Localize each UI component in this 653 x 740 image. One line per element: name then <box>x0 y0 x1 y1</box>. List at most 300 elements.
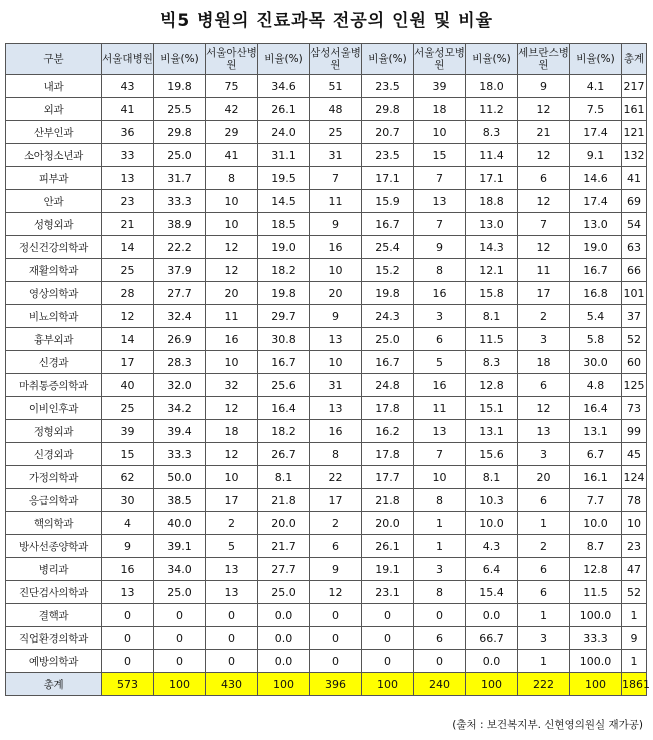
value-cell: 31.7 <box>154 167 206 190</box>
value-cell: 23 <box>102 190 154 213</box>
value-cell: 12.1 <box>466 259 518 282</box>
value-cell: 18 <box>206 420 258 443</box>
value-cell: 30.0 <box>570 351 622 374</box>
value-cell: 12 <box>518 144 570 167</box>
value-cell: 4.3 <box>466 535 518 558</box>
value-cell: 52 <box>622 328 647 351</box>
value-cell: 17.1 <box>362 167 414 190</box>
department-cell: 가정의학과 <box>6 466 102 489</box>
value-cell: 29.7 <box>258 305 310 328</box>
value-cell: 24.8 <box>362 374 414 397</box>
value-cell: 13 <box>414 420 466 443</box>
value-cell: 125 <box>622 374 647 397</box>
value-cell: 30 <box>102 489 154 512</box>
header-cell: 서울대병원 <box>102 44 154 75</box>
value-cell: 16.7 <box>570 259 622 282</box>
department-cell: 결핵과 <box>6 604 102 627</box>
value-cell: 16.1 <box>570 466 622 489</box>
value-cell: 8 <box>414 581 466 604</box>
value-cell: 12 <box>206 259 258 282</box>
value-cell: 28 <box>102 282 154 305</box>
value-cell: 0.0 <box>466 604 518 627</box>
value-cell: 7 <box>414 167 466 190</box>
table-row <box>6 213 647 236</box>
value-cell: 9.1 <box>570 144 622 167</box>
value-cell: 10 <box>206 213 258 236</box>
value-cell: 20 <box>518 466 570 489</box>
value-cell: 40.0 <box>154 512 206 535</box>
value-cell: 39 <box>102 420 154 443</box>
value-cell: 0.0 <box>258 604 310 627</box>
header-cell: 서울성모병원 <box>414 44 466 75</box>
value-cell: 10.0 <box>466 512 518 535</box>
value-cell: 38.9 <box>154 213 206 236</box>
value-cell: 161 <box>622 98 647 121</box>
value-cell: 16 <box>206 328 258 351</box>
value-cell: 12 <box>102 305 154 328</box>
value-cell: 17.8 <box>362 443 414 466</box>
value-cell: 33.3 <box>570 627 622 650</box>
table-row <box>6 443 647 466</box>
value-cell: 6 <box>414 328 466 351</box>
value-cell: 2 <box>518 535 570 558</box>
value-cell: 10 <box>414 121 466 144</box>
value-cell: 217 <box>622 75 647 98</box>
total-label-cell: 총계 <box>6 673 102 696</box>
value-cell: 14.5 <box>258 190 310 213</box>
value-cell: 15 <box>102 443 154 466</box>
value-cell: 36 <box>102 121 154 144</box>
department-cell: 안과 <box>6 190 102 213</box>
value-cell: 24.0 <box>258 121 310 144</box>
total-value-cell: 100 <box>466 673 518 696</box>
department-cell: 이비인후과 <box>6 397 102 420</box>
table-row <box>6 282 647 305</box>
total-value-cell: 100 <box>258 673 310 696</box>
value-cell: 13.1 <box>570 420 622 443</box>
value-cell: 13 <box>102 581 154 604</box>
value-cell: 29.8 <box>362 98 414 121</box>
value-cell: 60 <box>622 351 647 374</box>
value-cell: 11.5 <box>466 328 518 351</box>
value-cell: 16.4 <box>570 397 622 420</box>
table-row <box>6 98 647 121</box>
value-cell: 62 <box>102 466 154 489</box>
value-cell: 23.1 <box>362 581 414 604</box>
value-cell: 1 <box>622 650 647 673</box>
value-cell: 21.7 <box>258 535 310 558</box>
value-cell: 19.1 <box>362 558 414 581</box>
header-row <box>6 44 647 75</box>
total-value-cell: 573 <box>102 673 154 696</box>
value-cell: 13 <box>518 420 570 443</box>
table-row <box>6 397 647 420</box>
value-cell: 27.7 <box>258 558 310 581</box>
table-row <box>6 512 647 535</box>
value-cell: 12 <box>518 98 570 121</box>
value-cell: 1 <box>414 512 466 535</box>
value-cell: 10 <box>622 512 647 535</box>
department-cell: 흉부외과 <box>6 328 102 351</box>
department-cell: 재활의학과 <box>6 259 102 282</box>
value-cell: 6 <box>518 374 570 397</box>
value-cell: 11 <box>206 305 258 328</box>
value-cell: 20.0 <box>258 512 310 535</box>
value-cell: 0 <box>206 604 258 627</box>
value-cell: 14 <box>102 328 154 351</box>
department-cell: 정형외과 <box>6 420 102 443</box>
value-cell: 33.3 <box>154 190 206 213</box>
value-cell: 47 <box>622 558 647 581</box>
value-cell: 15.1 <box>466 397 518 420</box>
value-cell: 12 <box>518 236 570 259</box>
value-cell: 0.0 <box>258 650 310 673</box>
value-cell: 10 <box>310 259 362 282</box>
value-cell: 0 <box>102 604 154 627</box>
value-cell: 7 <box>414 443 466 466</box>
value-cell: 21 <box>518 121 570 144</box>
value-cell: 32.0 <box>154 374 206 397</box>
value-cell: 3 <box>414 558 466 581</box>
value-cell: 30.8 <box>258 328 310 351</box>
table-row <box>6 121 647 144</box>
value-cell: 19.8 <box>154 75 206 98</box>
total-value-cell: 222 <box>518 673 570 696</box>
table-row <box>6 558 647 581</box>
table-row <box>6 236 647 259</box>
value-cell: 13 <box>310 328 362 351</box>
value-cell: 8 <box>310 443 362 466</box>
value-cell: 10 <box>206 466 258 489</box>
value-cell: 11 <box>414 397 466 420</box>
value-cell: 8.1 <box>466 466 518 489</box>
value-cell: 8 <box>414 489 466 512</box>
value-cell: 19.0 <box>570 236 622 259</box>
value-cell: 19.5 <box>258 167 310 190</box>
value-cell: 42 <box>206 98 258 121</box>
value-cell: 31 <box>310 144 362 167</box>
source-note: (출처 : 보건복지부. 신현영의원실 재가공) <box>452 719 643 731</box>
value-cell: 15 <box>414 144 466 167</box>
value-cell: 8.7 <box>570 535 622 558</box>
value-cell: 25.0 <box>258 581 310 604</box>
value-cell: 17 <box>102 351 154 374</box>
value-cell: 11 <box>518 259 570 282</box>
value-cell: 5.4 <box>570 305 622 328</box>
value-cell: 17 <box>518 282 570 305</box>
table-row <box>6 489 647 512</box>
table-row <box>6 351 647 374</box>
table-row <box>6 650 647 673</box>
value-cell: 3 <box>518 627 570 650</box>
header-cell: 비율(%) <box>362 44 414 75</box>
value-cell: 4.8 <box>570 374 622 397</box>
page-title: 빅5 병원의 진료과목 전공의 인원 및 비율 <box>159 11 494 31</box>
value-cell: 31.1 <box>258 144 310 167</box>
value-cell: 17.4 <box>570 121 622 144</box>
value-cell: 29.8 <box>154 121 206 144</box>
value-cell: 5.8 <box>570 328 622 351</box>
value-cell: 2 <box>206 512 258 535</box>
value-cell: 14.3 <box>466 236 518 259</box>
value-cell: 18.5 <box>258 213 310 236</box>
total-value-cell: 100 <box>362 673 414 696</box>
value-cell: 16 <box>310 236 362 259</box>
value-cell: 14.6 <box>570 167 622 190</box>
value-cell: 9 <box>310 558 362 581</box>
value-cell: 19.8 <box>362 282 414 305</box>
value-cell: 132 <box>622 144 647 167</box>
value-cell: 22 <box>310 466 362 489</box>
value-cell: 19.8 <box>258 282 310 305</box>
table-row <box>6 328 647 351</box>
value-cell: 50.0 <box>154 466 206 489</box>
value-cell: 73 <box>622 397 647 420</box>
value-cell: 33 <box>102 144 154 167</box>
value-cell: 20.7 <box>362 121 414 144</box>
value-cell: 10 <box>206 351 258 374</box>
value-cell: 8 <box>206 167 258 190</box>
value-cell: 26.7 <box>258 443 310 466</box>
value-cell: 16.7 <box>258 351 310 374</box>
value-cell: 7 <box>414 213 466 236</box>
value-cell: 34.0 <box>154 558 206 581</box>
table-row <box>6 466 647 489</box>
header-cell: 총계 <box>622 44 647 75</box>
value-cell: 26.1 <box>362 535 414 558</box>
value-cell: 13 <box>310 397 362 420</box>
value-cell: 26.1 <box>258 98 310 121</box>
total-value-cell: 100 <box>570 673 622 696</box>
value-cell: 11 <box>310 190 362 213</box>
value-cell: 18.2 <box>258 259 310 282</box>
value-cell: 25 <box>102 259 154 282</box>
value-cell: 37.9 <box>154 259 206 282</box>
department-cell: 소아청소년과 <box>6 144 102 167</box>
value-cell: 1 <box>414 535 466 558</box>
table-row <box>6 581 647 604</box>
value-cell: 66.7 <box>466 627 518 650</box>
department-cell: 마취통증의학과 <box>6 374 102 397</box>
value-cell: 40 <box>102 374 154 397</box>
value-cell: 5 <box>414 351 466 374</box>
header-cell: 비율(%) <box>570 44 622 75</box>
value-cell: 43 <box>102 75 154 98</box>
value-cell: 2 <box>518 305 570 328</box>
value-cell: 39.1 <box>154 535 206 558</box>
value-cell: 8 <box>414 259 466 282</box>
value-cell: 2 <box>310 512 362 535</box>
value-cell: 0 <box>310 650 362 673</box>
value-cell: 12 <box>206 397 258 420</box>
value-cell: 18.8 <box>466 190 518 213</box>
value-cell: 34.6 <box>258 75 310 98</box>
value-cell: 17.1 <box>466 167 518 190</box>
value-cell: 0 <box>310 627 362 650</box>
value-cell: 6.7 <box>570 443 622 466</box>
total-value-cell: 100 <box>154 673 206 696</box>
department-cell: 응급의학과 <box>6 489 102 512</box>
value-cell: 124 <box>622 466 647 489</box>
department-cell: 피부과 <box>6 167 102 190</box>
value-cell: 78 <box>622 489 647 512</box>
value-cell: 0 <box>362 627 414 650</box>
value-cell: 7 <box>518 213 570 236</box>
value-cell: 21.8 <box>258 489 310 512</box>
value-cell: 18 <box>414 98 466 121</box>
value-cell: 17 <box>310 489 362 512</box>
value-cell: 25.6 <box>258 374 310 397</box>
department-cell: 방사선종양학과 <box>6 535 102 558</box>
value-cell: 15.2 <box>362 259 414 282</box>
value-cell: 20 <box>206 282 258 305</box>
value-cell: 0 <box>414 650 466 673</box>
value-cell: 22.2 <box>154 236 206 259</box>
value-cell: 39 <box>414 75 466 98</box>
header-cell: 구분 <box>6 44 102 75</box>
value-cell: 66 <box>622 259 647 282</box>
value-cell: 3 <box>518 328 570 351</box>
value-cell: 24.3 <box>362 305 414 328</box>
value-cell: 0.0 <box>258 627 310 650</box>
value-cell: 13 <box>206 581 258 604</box>
value-cell: 32.4 <box>154 305 206 328</box>
value-cell: 14 <box>102 236 154 259</box>
department-cell: 병리과 <box>6 558 102 581</box>
value-cell: 16.7 <box>362 213 414 236</box>
department-cell: 직업환경의학과 <box>6 627 102 650</box>
value-cell: 15.4 <box>466 581 518 604</box>
value-cell: 6 <box>310 535 362 558</box>
department-cell: 비뇨의학과 <box>6 305 102 328</box>
value-cell: 54 <box>622 213 647 236</box>
residents-table <box>5 43 650 696</box>
value-cell: 38.5 <box>154 489 206 512</box>
header-cell: 삼성서울병원 <box>310 44 362 75</box>
value-cell: 16.8 <box>570 282 622 305</box>
value-cell: 0 <box>206 650 258 673</box>
value-cell: 0 <box>362 604 414 627</box>
value-cell: 0 <box>206 627 258 650</box>
value-cell: 121 <box>622 121 647 144</box>
value-cell: 39.4 <box>154 420 206 443</box>
value-cell: 25 <box>102 397 154 420</box>
value-cell: 52 <box>622 581 647 604</box>
value-cell: 25.0 <box>154 581 206 604</box>
value-cell: 0.0 <box>466 650 518 673</box>
value-cell: 0 <box>102 627 154 650</box>
value-cell: 16.2 <box>362 420 414 443</box>
department-cell: 신경외과 <box>6 443 102 466</box>
header-cell: 세브란스병원 <box>518 44 570 75</box>
value-cell: 9 <box>414 236 466 259</box>
value-cell: 9 <box>310 213 362 236</box>
value-cell: 10 <box>310 351 362 374</box>
value-cell: 0 <box>414 604 466 627</box>
value-cell: 23 <box>622 535 647 558</box>
value-cell: 48 <box>310 98 362 121</box>
header-cell: 서울아산병원 <box>206 44 258 75</box>
value-cell: 3 <box>518 443 570 466</box>
value-cell: 8.3 <box>466 121 518 144</box>
value-cell: 18.2 <box>258 420 310 443</box>
header-cell: 비율(%) <box>258 44 310 75</box>
value-cell: 15.6 <box>466 443 518 466</box>
value-cell: 1 <box>518 512 570 535</box>
value-cell: 19.0 <box>258 236 310 259</box>
department-cell: 영상의학과 <box>6 282 102 305</box>
department-cell: 진단검사의학과 <box>6 581 102 604</box>
value-cell: 37 <box>622 305 647 328</box>
value-cell: 27.7 <box>154 282 206 305</box>
value-cell: 0 <box>102 650 154 673</box>
department-cell: 산부인과 <box>6 121 102 144</box>
value-cell: 13 <box>206 558 258 581</box>
value-cell: 6 <box>518 489 570 512</box>
value-cell: 25 <box>310 121 362 144</box>
value-cell: 34.2 <box>154 397 206 420</box>
header-cell: 비율(%) <box>154 44 206 75</box>
table-row <box>6 627 647 650</box>
value-cell: 75 <box>206 75 258 98</box>
value-cell: 10.0 <box>570 512 622 535</box>
value-cell: 0 <box>154 627 206 650</box>
department-cell: 내과 <box>6 75 102 98</box>
value-cell: 12 <box>518 190 570 213</box>
value-cell: 11.4 <box>466 144 518 167</box>
table-row <box>6 167 647 190</box>
value-cell: 16 <box>310 420 362 443</box>
value-cell: 11.2 <box>466 98 518 121</box>
value-cell: 18 <box>518 351 570 374</box>
value-cell: 15.8 <box>466 282 518 305</box>
value-cell: 12 <box>518 397 570 420</box>
value-cell: 20.0 <box>362 512 414 535</box>
value-cell: 26.9 <box>154 328 206 351</box>
value-cell: 33.3 <box>154 443 206 466</box>
value-cell: 8.1 <box>466 305 518 328</box>
value-cell: 45 <box>622 443 647 466</box>
table-row <box>6 604 647 627</box>
department-cell: 핵의학과 <box>6 512 102 535</box>
value-cell: 23.5 <box>362 75 414 98</box>
value-cell: 3 <box>414 305 466 328</box>
value-cell: 12.8 <box>466 374 518 397</box>
total-row <box>6 673 647 696</box>
value-cell: 12 <box>206 236 258 259</box>
value-cell: 17.4 <box>570 190 622 213</box>
value-cell: 4 <box>102 512 154 535</box>
value-cell: 16.4 <box>258 397 310 420</box>
value-cell: 17 <box>206 489 258 512</box>
value-cell: 41 <box>206 144 258 167</box>
value-cell: 32 <box>206 374 258 397</box>
value-cell: 21.8 <box>362 489 414 512</box>
value-cell: 11.5 <box>570 581 622 604</box>
value-cell: 5 <box>206 535 258 558</box>
value-cell: 13 <box>414 190 466 213</box>
value-cell: 25.5 <box>154 98 206 121</box>
department-cell: 정신건강의학과 <box>6 236 102 259</box>
value-cell: 12.8 <box>570 558 622 581</box>
total-value-cell: 396 <box>310 673 362 696</box>
department-cell: 예방의학과 <box>6 650 102 673</box>
value-cell: 6.4 <box>466 558 518 581</box>
value-cell: 0 <box>154 650 206 673</box>
value-cell: 9 <box>102 535 154 558</box>
value-cell: 13 <box>102 167 154 190</box>
value-cell: 28.3 <box>154 351 206 374</box>
